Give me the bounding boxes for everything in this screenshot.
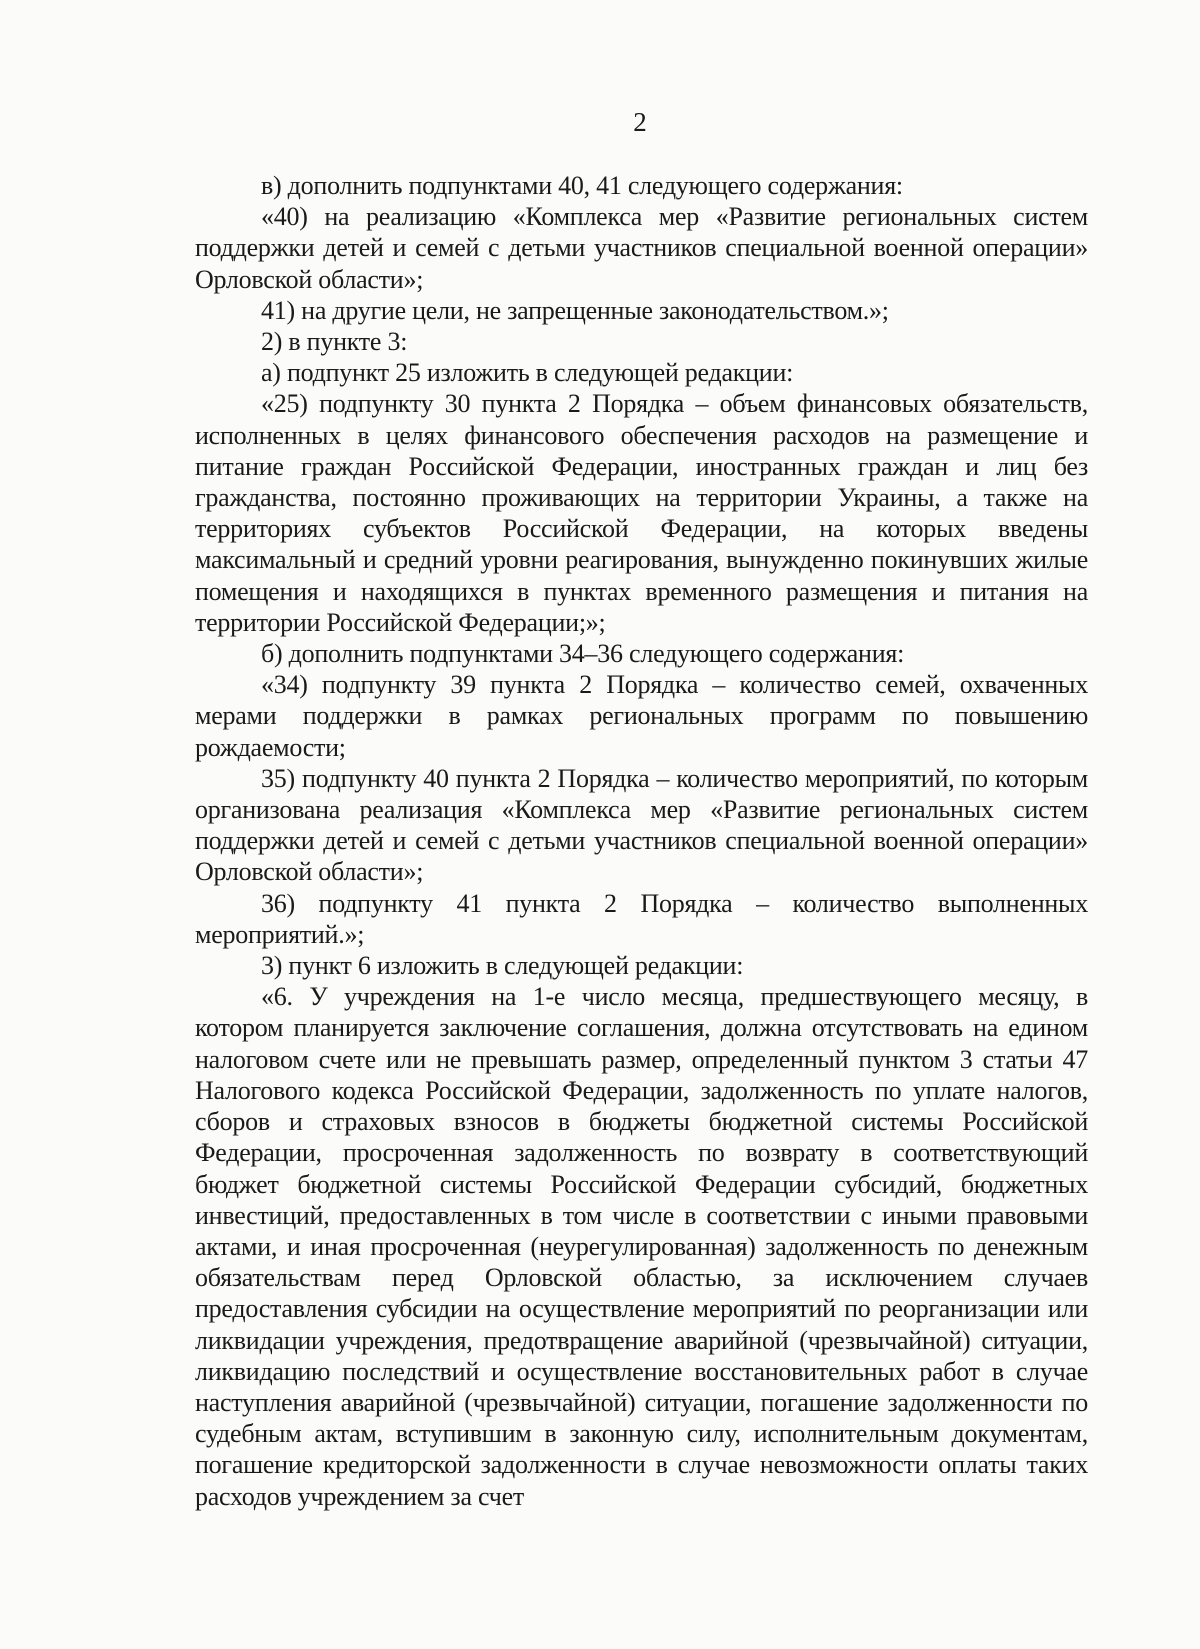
paragraph-subitem-35: 35) подпункту 40 пункта 2 Порядка – количество мероприятий, по которым организована реализация «Комплекса мер «Развитие региональных систем поддержки детей и семей с детьми участников специальной военной операции» Орловской области»; [195,763,1088,887]
paragraph-subitem-41: 41) на другие цели, не запрещенные законодательством.»; [261,295,889,325]
paragraph-subitem-36: 36) подпункту 41 пункта 2 Порядка – количество выполненных мероприятий.»; [195,888,1088,949]
paragraph-point-3-item-6: 3) пункт 6 изложить в следующей редакции: [261,951,744,981]
document-body [195,170,1088,1512]
paragraph-item-6-text: «6. У учреждения на 1-е число месяца, предшествующего месяцу, в котором планируется заключение соглашения, должна отсутствовать на едином налоговом счете или не превышать размер, определенный пунктом 3 статьи 47 Налогового кодекса Российской Федерации, задолженность по уплате налогов, сборов и страховых взносов в бюджеты бюджетной системы Российской Федерации, просроченная задолженность по возврату в соответствующий бюджет бюджетной системы Российской Федерации субсидий, бюджетных инвестиций, предоставленных в том числе в соответствии с иными правовыми актами, и иная просроченная (неурегулированная) задолженность по денежным обязательствам перед Орловской областью, за исключением случаев предоставления субсидии на осуществление мероприятий по реорганизации или ликвидации учреждения, предотвращение аварийной (чрезвычайной) ситуации, ликвидацию последствий и осуществление восстановительных работ в случае наступления аварийной (чрезвычайной) ситуации, погашение задолженности по судебным актам, вступившим в законную силу, исполнительным документам, погашение кредиторской задолженности в случае невозможности оплаты таких расходов учреждением за счет [195,982,1088,1511]
paragraph-v-add-subitems-40-41: в) дополнить подпунктами 40, 41 следующего содержания: [261,171,903,200]
paragraph-subitem-34: «34) подпункту 39 пункта 2 Порядка – количество семей, охваченных мерами поддержки в рамках региональных программ по повышению рождаемости; [195,670,1088,762]
page-number: 2 [633,107,647,137]
paragraph-point-2-in-item-3: 2) в пункте 3: [261,327,408,357]
paragraph-subitem-25-text: «25) подпункту 30 пункта 2 Порядка – объем финансовых обязательств, исполненных в целях финансового обеспечения расходов на размещение и питание граждан Российской Федерации, иностранных граждан и лиц без гражданства, постоянно проживающих на территории Украины, а также на территориях субъектов Российской Федерации, на которых введены максимальный и средний уровни реагирования, вынужденно покинувших жилые помещения и находящихся в пунктах временного размещения и питания на территории Российской Федерации;»; [195,389,1088,637]
paragraph-a-subitem-25: а) подпункт 25 изложить в следующей редакции: [261,358,794,388]
paragraph-subitem-40: «40) на реализацию «Комплекса мер «Развитие региональных систем поддержки детей и семей с детьми участников специальной военной операции» Орловской области»; [195,202,1088,294]
paragraph-b-add-subitems-34-36: б) дополнить подпунктами 34–36 следующего содержания: [261,639,905,669]
